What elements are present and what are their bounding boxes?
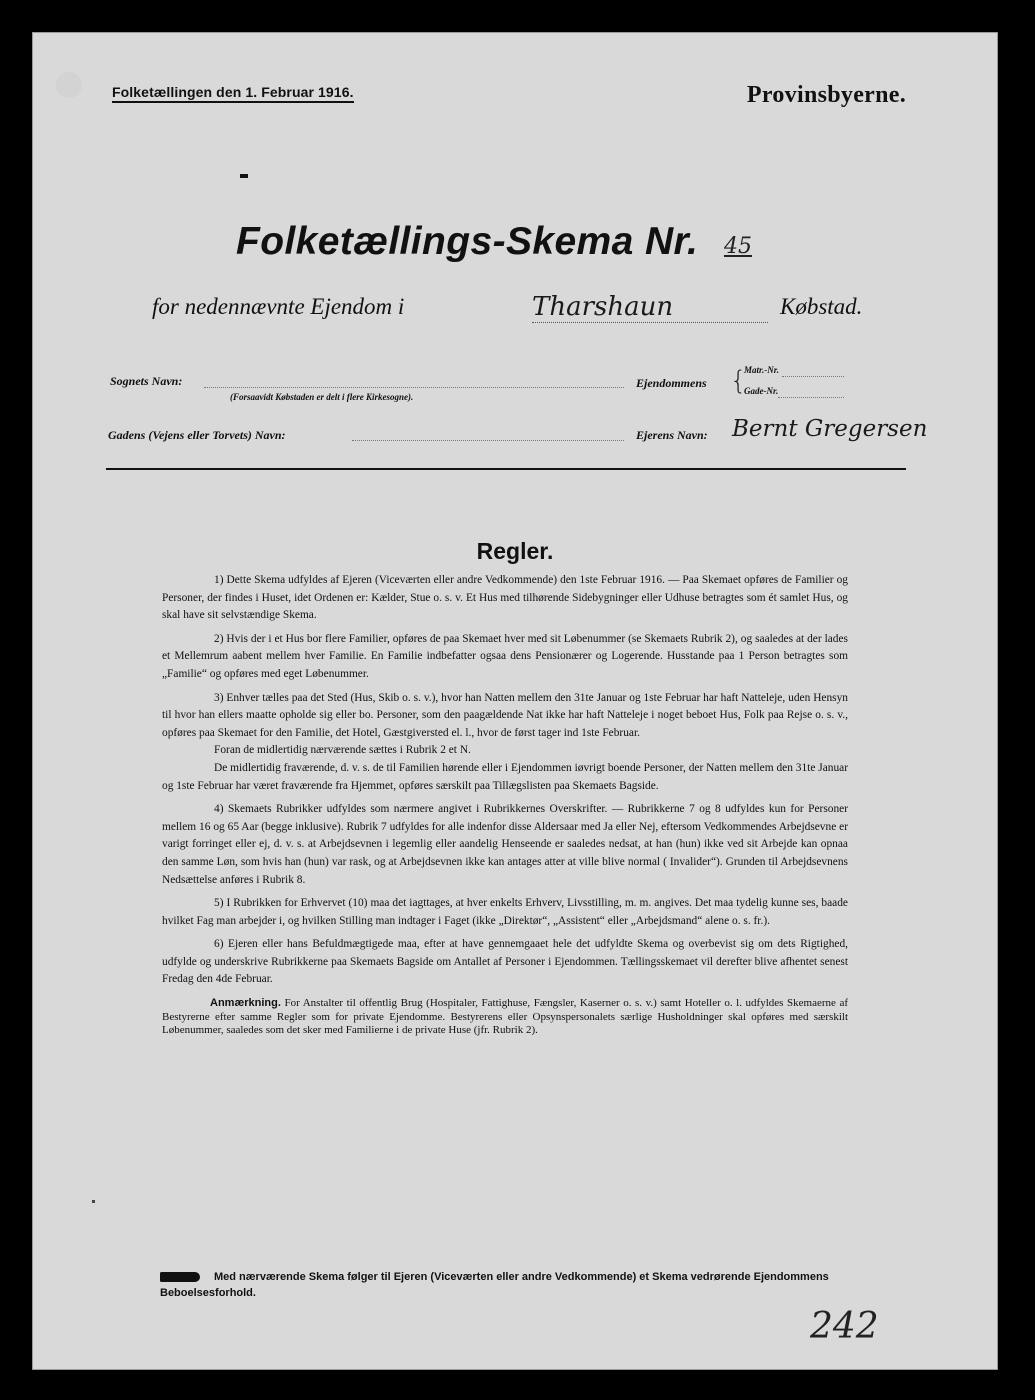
- dash-mark: [240, 174, 248, 178]
- pointing-hand-icon: [160, 1272, 200, 1282]
- rule-2: 2) Hvis der i et Hus bor flere Familier, opføres de paa Skemaet hver med sit Løbenummer (se Skemaets Rubrik 2), og saaledes at der lades et Mellemrum aabent mellem hver Familie. En Familie indbefatter ogsaa dens Pensionærer og Logerende. Husstande paa 1 Person betragtes som „Familie“ og opføres med eget Løbenummer.: [162, 632, 848, 680]
- rule-3: 3) Enhver tælles paa det Sted (Hus, Skib o. s. v.), hvor han Natten mellem den 31te Januar og 1ste Februar har haft Natteleje, uden Hensyn til hvor han ellers maatte opholde sig eller bo. Personer, som den paagældende Nat ikke har haft Natteleje i noget beboet Hus, Folk paa Rejse o. s. v., opføres paa Skemaet for den Familie, det Hotel, Gæstgiversted el. l., hvor de først tager ind 1ste Februar.: [162, 691, 848, 739]
- corner-stamp-mark: [56, 72, 82, 98]
- sogn-field[interactable]: [204, 387, 624, 388]
- eier-label: Ejerens Navn:: [636, 428, 708, 442]
- footer-notice: [160, 1270, 850, 1301]
- rule-5: 5) I Rubrikken for Erhvervet (10) maa det iagttages, at hver enkelts Erhverv, Livsstilling, m. m. angives. Det maa tydelig kunne ses, baade hvilket Fag man arbejder i, og hvilken Stilling man indtager i Faget (ikke „Direktør“, „Assistent“ eller „Arbejdsmand“ alene o. s. fr.).: [162, 897, 848, 927]
- property-suffix: Købstad.: [780, 294, 863, 319]
- form-number-handwritten: 45: [724, 234, 752, 259]
- sogn-label: Sognets Navn:: [110, 374, 183, 388]
- rule-3-n: Foran de midlertidig nærværende sættes i Rubrik 2 et N.: [214, 744, 471, 757]
- margin-mark: [92, 1200, 95, 1203]
- rule-6: 6) Ejeren eller hans Befuldmægtigede maa, efter at have gennemgaaet hele det udfyldte Skema og overbevist sig om dets Rigtighed, udfylde og underskrive Rubrikkerne paa Skemaets Bagside om Antallet af Personer i Ejendommen. Tællingsskemaet vil derefter blive afhentet senest Fredag den 4de Februar.: [162, 938, 848, 986]
- rules-body: [162, 572, 848, 1044]
- gadens-label: Gadens (Vejens eller Torvets) Navn:: [108, 428, 286, 442]
- census-form-page: [32, 32, 998, 1370]
- region-title: Provinsbyerne.: [746, 82, 906, 108]
- owner-name-handwritten: Bernt Gregersen: [732, 416, 928, 442]
- rules-heading: Regler.: [476, 538, 554, 564]
- note-label: Anmærkning.: [210, 997, 281, 1010]
- gade-label: Gade-Nr.: [744, 386, 779, 396]
- matr-field[interactable]: [782, 376, 844, 377]
- page-number-handwritten: 242: [810, 1306, 879, 1347]
- sogn-note: (Forsaavidt Købstaden er delt i flere Kirkesogne).: [230, 392, 414, 402]
- city-handwritten: Tharshaun: [532, 292, 768, 323]
- form-title: Folketællings-Skema Nr.: [236, 220, 699, 263]
- rule-1: 1) Dette Skema udfyldes af Ejeren (Viceværten eller andre Vedkommende) den 1ste Februar 1916. — Paa Skemaet opføres de Familier og Personer, der findes i Huset, idet Ordenen er: Kælder, Stue o. s. v. Et Hus med tilhørende Sidebygninger eller Udhuse betragtes som ét samlet Hus, og skal have sit selvstændige Skema.: [162, 574, 848, 622]
- matr-label: Matr.-Nr.: [744, 365, 780, 375]
- divider-line: [106, 468, 906, 470]
- census-date-line: Folketællingen den 1. Februar 1916.: [112, 84, 354, 103]
- property-prefix: for nedennævnte Ejendom i: [152, 294, 405, 319]
- annotation-note: [162, 997, 848, 1038]
- ejendommens-label: Ejendommens: [636, 376, 707, 390]
- gadens-field[interactable]: [352, 440, 624, 441]
- gade-field[interactable]: [778, 397, 844, 398]
- rule-3-absent: De midlertidig fraværende, d. v. s. de til Familien hørende eller i Ejendommen iøvrigt boende Personer, der Natten mellem den 31te Januar og 1ste Februar har været fraværende fra Hjemmet, opføres særskilt paa Tillægslisten paa Skemaets Bagside.: [162, 761, 848, 792]
- rule-4: 4) Skemaets Rubrikker udfyldes som nærmere angivet i Rubrikkernes Overskrifter. — Rubrikkerne 7 og 8 udfyldes kun for Personer mellem 16 og 65 Aar (begge inklusive). Rubrik 7 udfyldes for alle indenfor disse Aldersaar med Ja eller Nej, eftersom Vedkommendes Arbejdsevne er varigt forringet eller ej, d. v. s. at Arbejdsevnen i legemlig eller aandelig Henseende er saaledes nedsat, at han (hun) ikke ved sit Arbejde kan opnaa den samme Løn, som hvis han (hun) var rask, og at Arbejdsevnen ikke kan antages atter at ville blive normal ( Invalider“). Grunden til Arbejdsevnens Nedsættelse anføres i Rubrik 8.: [162, 803, 848, 886]
- footer-text: Med nærværende Skema følger til Ejeren (Viceværten eller andre Vedkommende) et Skema vedrørende Ejendommens Beboelsesforhold.: [160, 1271, 829, 1299]
- note-text: For Anstalter til offentlig Brug (Hospitaler, Fattighuse, Fængsler, Kaserner o. s. v.) samt Hoteller o. l. udfyldes Skemaerne af Bestyrerne efter samme Regler som for private Ejendomme. Bestyrerens eller Opsynspersonalets særlige Husholdninger skal opføres med særskilt Løbenummer, saaledes som det sker med Familierne i de private Huse (jfr. Rubrik 2).: [162, 997, 848, 1037]
- brace-icon: {: [730, 366, 747, 396]
